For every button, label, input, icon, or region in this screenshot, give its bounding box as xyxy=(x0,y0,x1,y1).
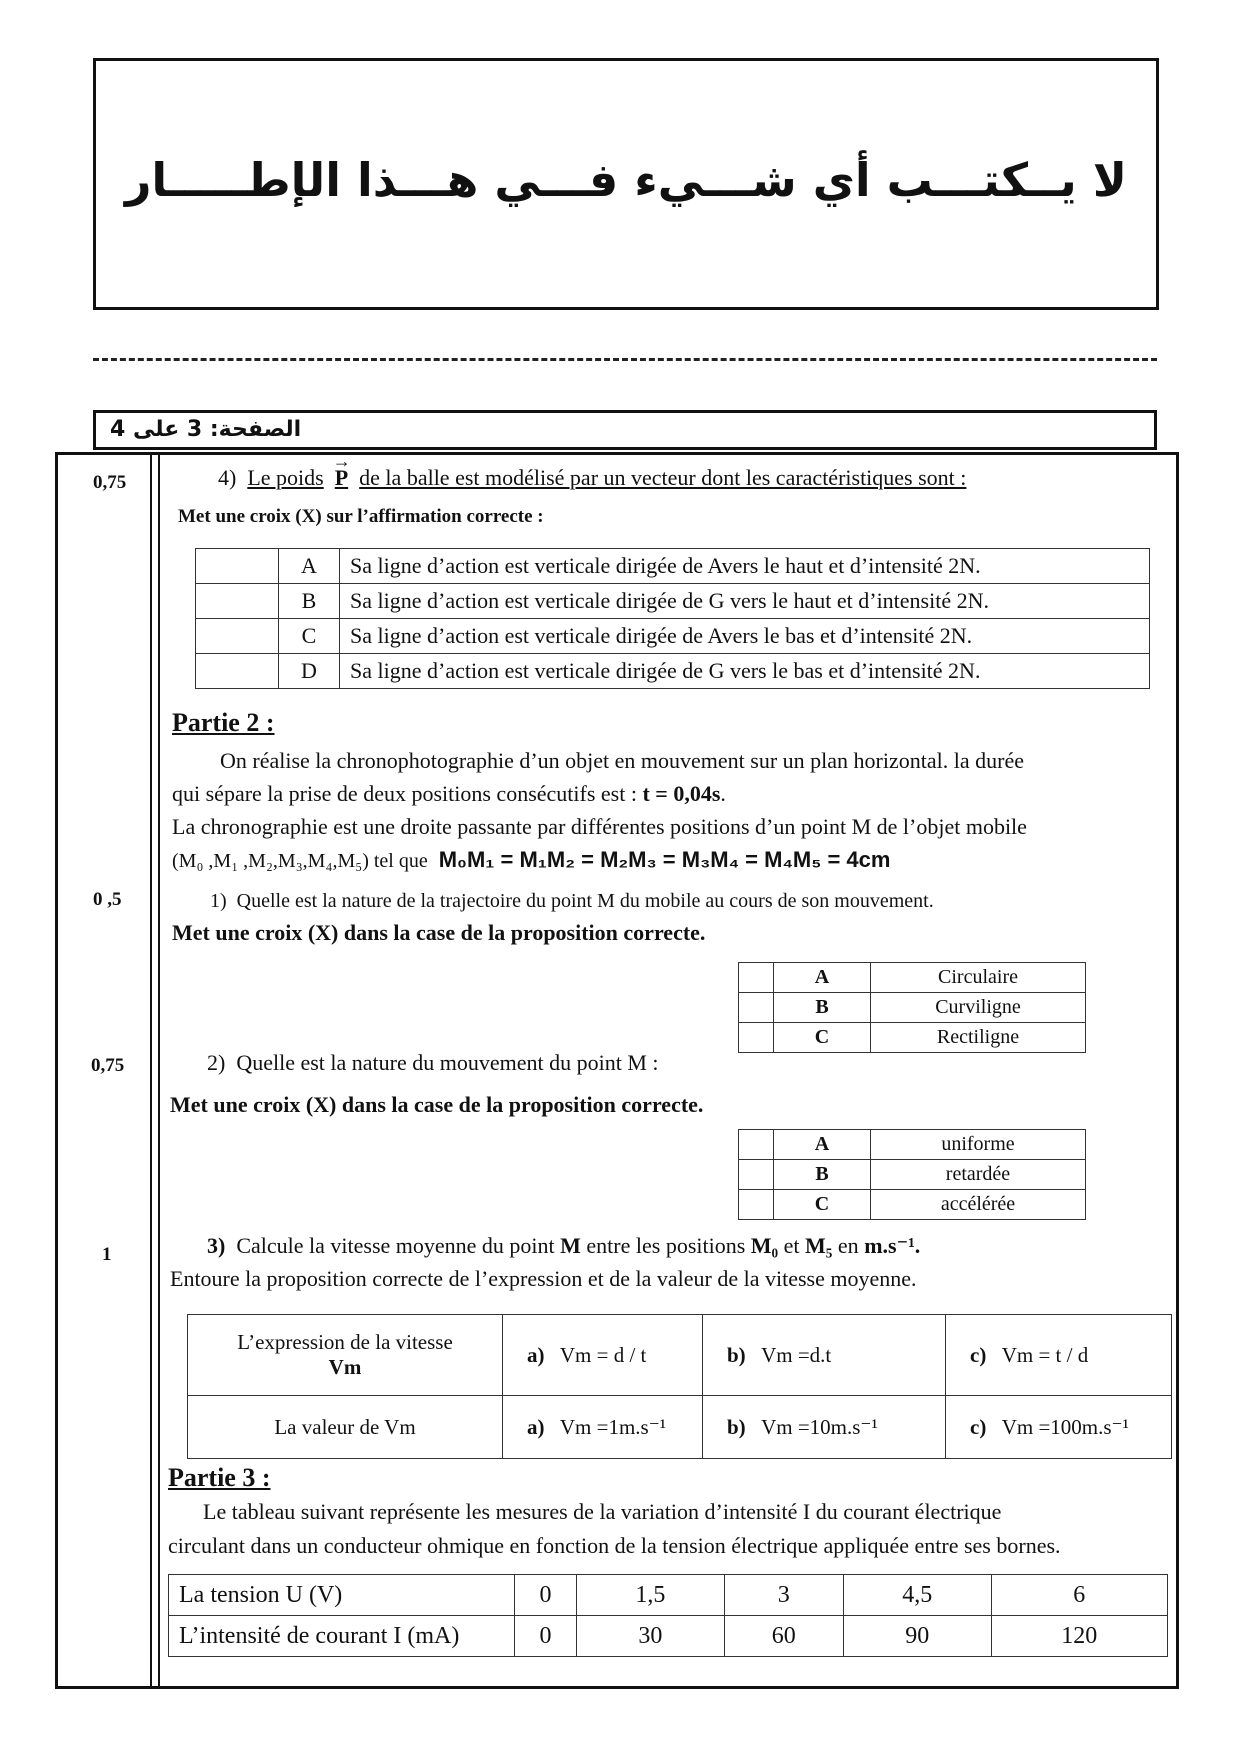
value-option-c[interactable] xyxy=(946,1396,1172,1459)
p2-q1-text-b: Curviligne xyxy=(871,993,1086,1023)
do-not-write-frame xyxy=(93,58,1159,310)
score-p2-q2: 0,75 xyxy=(91,1055,125,1076)
expression-option-c-text: Vm = t / d xyxy=(1001,1342,1089,1367)
expression-option-c-key: c) xyxy=(970,1342,987,1367)
p2-q1-instruction: Met une croix (X) dans la case de la proposition correcte. xyxy=(172,920,706,945)
expression-option-a[interactable] xyxy=(503,1315,703,1396)
p2-q3-text-b: entre les positions xyxy=(580,1233,751,1258)
value-option-b-text: Vm =10m.s⁻¹ xyxy=(761,1414,878,1439)
value-option-a[interactable] xyxy=(503,1396,703,1459)
p2-q2-checkbox-a[interactable] xyxy=(739,1130,774,1160)
partie2-p2-end: . xyxy=(720,781,726,806)
score-p2-q3: 1 xyxy=(102,1244,112,1265)
expression-label-cell xyxy=(188,1315,503,1396)
partie2-p2 xyxy=(172,781,726,807)
table-row xyxy=(169,1575,1168,1616)
expression-option-c[interactable] xyxy=(946,1315,1172,1396)
p2-q3-velocity-table xyxy=(187,1314,1172,1459)
value-label-cell: La valeur de Vm xyxy=(188,1396,503,1459)
expression-label-line2: Vm xyxy=(328,1355,362,1379)
p2-q2-letter-c: C xyxy=(774,1190,871,1220)
tension-value: 4,5 xyxy=(843,1575,991,1616)
table-row xyxy=(196,654,1150,689)
p2-q1-checkbox-a[interactable] xyxy=(739,963,774,993)
p2-q3-line xyxy=(207,1233,920,1259)
q4-text-c-row: Sa ligne d’action est verticale dirigée de Avers le bas et d’intensité 2N. xyxy=(340,619,1150,654)
q4-checkbox-b[interactable] xyxy=(196,584,279,619)
p2-q3-unit: m.s⁻¹. xyxy=(864,1233,921,1258)
q4-text-b: de la balle est modélisé par un vecteur dont les caractéristiques sont : xyxy=(359,465,967,490)
p2-q3-point-m: M xyxy=(560,1233,581,1258)
q4-checkbox-c[interactable] xyxy=(196,619,279,654)
p2-q1-letter-a: A xyxy=(774,963,871,993)
p2-q2-number: 2) xyxy=(207,1050,226,1075)
p2-q1-text: Quelle est la nature de la trajectoire du point M du mobile au cours de son mouvement. xyxy=(236,890,934,912)
current-value: 90 xyxy=(843,1616,991,1657)
score-p2-q1: 0 ,5 xyxy=(93,889,122,910)
partie2-duration: t = 0,04s xyxy=(642,781,721,806)
partie2-p3: La chronographie est une droite passante par différentes positions d’un point M de l’objet mobile xyxy=(172,814,1027,839)
current-value: 120 xyxy=(991,1616,1167,1657)
cut-line xyxy=(93,358,1157,361)
expression-option-b-text: Vm =d.t xyxy=(761,1342,832,1367)
p2-q3-number: 3) xyxy=(207,1233,226,1258)
tension-value: 3 xyxy=(724,1575,843,1616)
partie2-equal-distances: M₀M₁ = M₁M₂ = M₂M₃ = M₃M₄ = M₄M₅ = 4cm xyxy=(438,847,891,872)
current-value: 60 xyxy=(724,1616,843,1657)
q4-number: 4) xyxy=(218,465,237,490)
q4-letter-a: A xyxy=(279,549,340,584)
vector-p-symbol: → P xyxy=(335,465,348,491)
do-not-write-text: لا يــكتـــب أي شـــيء فـــي هـــذا الإطـــــار xyxy=(124,153,1128,207)
current-value: 30 xyxy=(576,1616,724,1657)
expression-option-a-text: Vm = d / t xyxy=(559,1342,647,1367)
partie2-title: Partie 2 : xyxy=(172,708,275,737)
table-row xyxy=(739,993,1086,1023)
table-row xyxy=(196,619,1150,654)
score-column-divider xyxy=(150,452,160,1689)
page-number: الصفحة: 3 على 4 xyxy=(110,417,302,442)
table-row xyxy=(196,584,1150,619)
value-option-b-key: b) xyxy=(727,1414,746,1439)
q4-letter-d: D xyxy=(279,654,340,689)
tension-label: La tension U (V) xyxy=(169,1575,515,1616)
partie3-measurement-table xyxy=(168,1574,1168,1657)
p2-q2-text-b: retardée xyxy=(871,1160,1086,1190)
p2-q1-checkbox-c[interactable] xyxy=(739,1023,774,1053)
table-row xyxy=(188,1396,1172,1459)
q4-text-a: Le poids xyxy=(247,465,324,490)
tension-value: 6 xyxy=(991,1575,1167,1616)
partie3-title: Partie 3 : xyxy=(168,1463,271,1492)
value-option-c-key: c) xyxy=(970,1414,987,1439)
table-row xyxy=(739,1190,1086,1220)
table-row xyxy=(739,1130,1086,1160)
expression-option-a-key: a) xyxy=(527,1342,545,1367)
p2-q3-text-c: et xyxy=(778,1233,806,1258)
q4-checkbox-a[interactable] xyxy=(196,549,279,584)
current-label: L’intensité de courant I (mA) xyxy=(169,1616,515,1657)
partie3-p1: Le tableau suivant représente les mesures de la variation d’intensité I du courant électrique xyxy=(203,1499,1002,1524)
p2-q1-text-c: Rectiligne xyxy=(871,1023,1086,1053)
partie2-positions: (M₀ ,M₁ ,M₂,M₃,M₄,M₅) tel que xyxy=(172,850,428,872)
q4-text-a-row: Sa ligne d’action est verticale dirigée de Avers le haut et d’intensité 2N. xyxy=(340,549,1150,584)
score-q4: 0,75 xyxy=(93,472,127,493)
p2-q2-letter-b: B xyxy=(774,1160,871,1190)
table-row xyxy=(169,1616,1168,1657)
q4-line xyxy=(218,465,966,491)
p2-q3-text-a: Calcule la vitesse moyenne du point xyxy=(236,1233,561,1258)
p2-q3-instruction: Entoure la proposition correcte de l’expression et de la valeur de la vitesse moyenne. xyxy=(170,1266,917,1291)
p2-q2-choices-table xyxy=(738,1129,1086,1220)
q4-text-b-row: Sa ligne d’action est verticale dirigée de G vers le haut et d’intensité 2N. xyxy=(340,584,1150,619)
p2-q2-line xyxy=(207,1050,659,1076)
value-option-c-text: Vm =100m.s⁻¹ xyxy=(1001,1414,1129,1439)
q4-checkbox-d[interactable] xyxy=(196,654,279,689)
current-value: 0 xyxy=(515,1616,577,1657)
p2-q1-text-a: Circulaire xyxy=(871,963,1086,993)
p2-q1-choices-table xyxy=(738,962,1086,1053)
p2-q2-text: Quelle est la nature du mouvement du point M : xyxy=(236,1050,659,1075)
value-option-a-text: Vm =1m.s⁻¹ xyxy=(559,1414,667,1439)
p2-q1-letter-b: B xyxy=(774,993,871,1023)
q4-letter-b: B xyxy=(279,584,340,619)
q4-letter-c: C xyxy=(279,619,340,654)
p2-q2-text-a: uniforme xyxy=(871,1130,1086,1160)
partie2-p4 xyxy=(172,847,890,873)
table-row xyxy=(739,1160,1086,1190)
q4-instruction: Met une croix (X) sur l’affirmation correcte : xyxy=(178,506,544,527)
expression-option-b-key: b) xyxy=(727,1342,746,1367)
p2-q1-checkbox-b[interactable] xyxy=(739,993,774,1023)
p2-q2-letter-a: A xyxy=(774,1130,871,1160)
table-row xyxy=(739,1023,1086,1053)
page-number-box xyxy=(93,410,1157,450)
p2-q3-m0: M₀ xyxy=(750,1233,779,1258)
partie2-p2-text: qui sépare la prise de deux positions consécutifs est : xyxy=(172,781,643,806)
q4-text-d-row: Sa ligne d’action est verticale dirigée de G vers le bas et d’intensité 2N. xyxy=(340,654,1150,689)
p2-q2-checkbox-b[interactable] xyxy=(739,1160,774,1190)
expression-option-b[interactable] xyxy=(703,1315,946,1396)
tension-value: 0 xyxy=(515,1575,577,1616)
table-row xyxy=(739,963,1086,993)
partie3-p2: circulant dans un conducteur ohmique en fonction de la tension électrique appliquée entre ses bornes. xyxy=(168,1533,1061,1558)
expression-label-line1: L’expression de la vitesse xyxy=(237,1330,453,1354)
p2-q1-line xyxy=(210,890,934,913)
p2-q3-m5: M₅ xyxy=(805,1233,833,1258)
partie2-p1: On réalise la chronophotographie d’un objet en mouvement sur un plan horizontal. la durée xyxy=(220,748,1024,773)
q4-choices-table xyxy=(195,548,1150,689)
p2-q3-text-d: en xyxy=(832,1233,865,1258)
value-option-a-key: a) xyxy=(527,1414,545,1439)
value-option-b[interactable] xyxy=(703,1396,946,1459)
p2-q1-number: 1) xyxy=(210,890,227,912)
table-row xyxy=(196,549,1150,584)
p2-q2-instruction: Met une croix (X) dans la case de la proposition correcte. xyxy=(170,1092,704,1117)
p2-q2-checkbox-c[interactable] xyxy=(739,1190,774,1220)
p2-q1-letter-c: C xyxy=(774,1023,871,1053)
table-row xyxy=(188,1315,1172,1396)
p2-q2-text-c: accélérée xyxy=(871,1190,1086,1220)
tension-value: 1,5 xyxy=(576,1575,724,1616)
